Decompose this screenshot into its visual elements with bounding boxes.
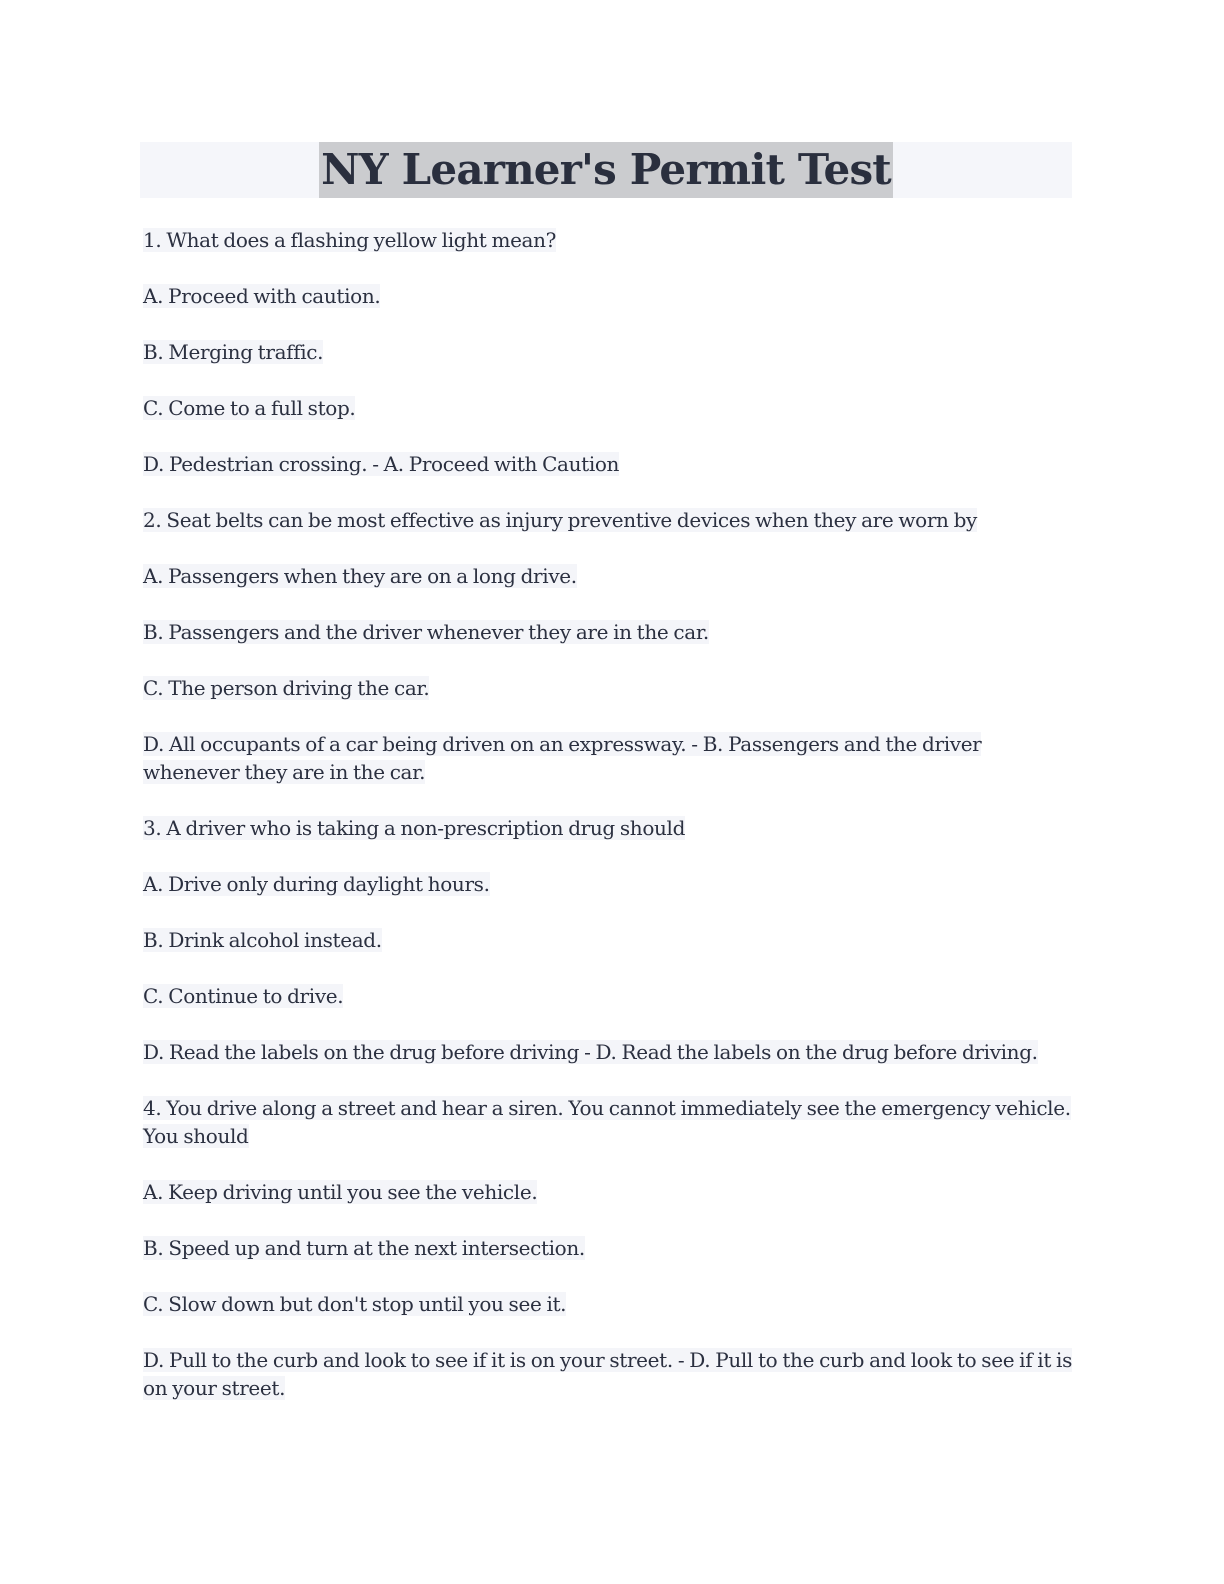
question-3-option-c: C. Continue to drive. [143, 984, 344, 1008]
question-4: 4. You drive along a street and hear a siren. You cannot immediately see the emergency vehicle. You should [143, 1096, 1071, 1148]
question-1-option-d-answer: D. Pedestrian crossing. - A. Proceed with Caution [143, 452, 620, 476]
document-body [143, 226, 1073, 1430]
question-4-option-d-answer: D. Pull to the curb and look to see if it is on your street. - D. Pull to the curb and look to see if it is on your street. [143, 1348, 1072, 1400]
question-2-option-d-answer: D. All occupants of a car being driven on an expressway. - B. Passengers and the driver whenever they are in the car. [143, 732, 982, 784]
question-1-option-b: B. Merging traffic. [143, 340, 324, 364]
title-band [140, 142, 1072, 198]
question-3: 3. A driver who is taking a non-prescription drug should [143, 816, 686, 840]
question-1: 1. What does a flashing yellow light mean? [143, 228, 557, 252]
question-2-option-c: C. The person driving the car. [143, 676, 430, 700]
question-1-option-c: C. Come to a full stop. [143, 396, 356, 420]
question-4-option-c: C. Slow down but don't stop until you see it. [143, 1292, 567, 1316]
question-3-option-d-answer: D. Read the labels on the drug before driving - D. Read the labels on the drug before driving. [143, 1040, 1038, 1064]
question-2-option-b: B. Passengers and the driver whenever they are in the car. [143, 620, 709, 644]
question-1-option-a: A. Proceed with caution. [143, 284, 381, 308]
question-2: 2. Seat belts can be most effective as injury preventive devices when they are worn by [143, 508, 977, 532]
document-title: NY Learner's Permit Test [319, 142, 893, 198]
question-4-option-b: B. Speed up and turn at the next intersection. [143, 1236, 585, 1260]
question-2-option-a: A. Passengers when they are on a long drive. [143, 564, 577, 588]
question-3-option-b: B. Drink alcohol instead. [143, 928, 382, 952]
question-3-option-a: A. Drive only during daylight hours. [143, 872, 490, 896]
question-4-option-a: A. Keep driving until you see the vehicle. [143, 1180, 538, 1204]
